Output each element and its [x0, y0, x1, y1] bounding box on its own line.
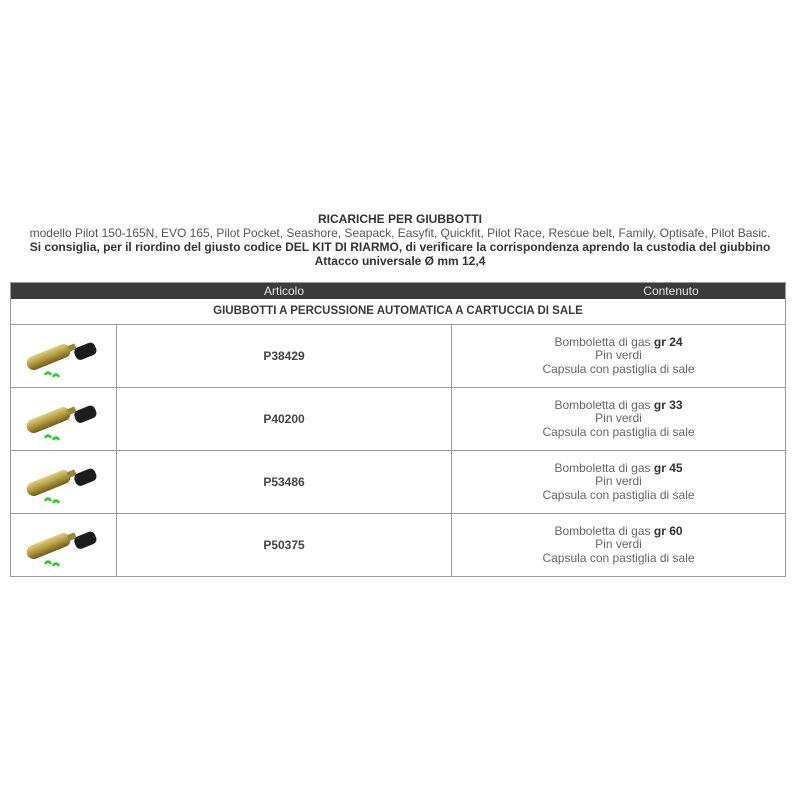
capsule-line: Capsula con pastiglia di sale: [542, 424, 695, 439]
column-header-contenuto: Contenuto: [643, 284, 699, 298]
gas-line: [452, 462, 785, 476]
article-code: P50375: [117, 514, 452, 576]
gas-weight: gr 60: [653, 523, 683, 538]
article-code: P53486: [117, 451, 452, 513]
product-image-cell: [11, 388, 117, 450]
pin-line: Pin verdi: [595, 411, 642, 426]
content-description: [452, 325, 785, 387]
gas-label: Bomboletta di gas: [554, 460, 651, 475]
article-code: P38429: [117, 325, 452, 387]
product-image-cell: [11, 451, 117, 513]
table-row: [11, 388, 785, 451]
page-header: [0, 212, 800, 268]
product-image-cell: [11, 325, 117, 387]
product-table: [10, 282, 786, 577]
page-title: RICARICHE PER GIUBBOTTI: [317, 212, 482, 226]
pin-line: Pin verdi: [595, 537, 642, 552]
gas-weight: gr 24: [653, 334, 683, 349]
gas-cartridge-kit-image: [21, 520, 105, 572]
capsule-line: Capsula con pastiglia di sale: [542, 361, 695, 376]
pin-line: Pin verdi: [595, 348, 642, 363]
column-header-articolo: Articolo: [263, 284, 304, 298]
gas-label: Bomboletta di gas: [554, 334, 651, 349]
gas-line: [452, 336, 785, 350]
content-description: [452, 388, 785, 450]
content-description: [452, 451, 785, 513]
pin-line: Pin verdi: [595, 474, 642, 489]
section-title: GIUBBOTTI A PERCUSSIONE AUTOMATICA A CARTUCCIA DI SALE: [11, 299, 785, 325]
capsule-line: Capsula con pastiglia di sale: [542, 487, 695, 502]
gas-label: Bomboletta di gas: [554, 397, 651, 412]
table-row: [11, 451, 785, 514]
gas-line: [452, 399, 785, 413]
compatible-models: modello Pilot 150-165N, EVO 165, Pilot Pocket, Seashore, Seapack, Easyfit, Quickfit, Pilot Race, Rescue belt, Family, Optisafe, Pilot Basic.: [29, 226, 771, 240]
content-description: [452, 514, 785, 576]
attachment-spec: Attacco universale Ø mm 12,4: [314, 254, 486, 268]
article-code: P40200: [117, 388, 452, 450]
gas-line: [452, 525, 785, 539]
gas-cartridge-kit-image: [21, 457, 105, 509]
gas-cartridge-kit-image: [21, 331, 105, 383]
gas-weight: gr 33: [653, 397, 683, 412]
table-header: [11, 283, 785, 299]
table-row: [11, 325, 785, 388]
table-row: [11, 514, 785, 576]
gas-label: Bomboletta di gas: [554, 523, 651, 538]
gas-weight: gr 45: [653, 460, 683, 475]
product-image-cell: [11, 514, 117, 576]
reorder-advice: Si consiglia, per il riordino del giusto codice DEL KIT DI RIARMO, di verificare la corrispondenza aprendo la custodia del giubbino: [29, 240, 771, 254]
gas-cartridge-kit-image: [21, 394, 105, 446]
capsule-line: Capsula con pastiglia di sale: [542, 550, 695, 565]
